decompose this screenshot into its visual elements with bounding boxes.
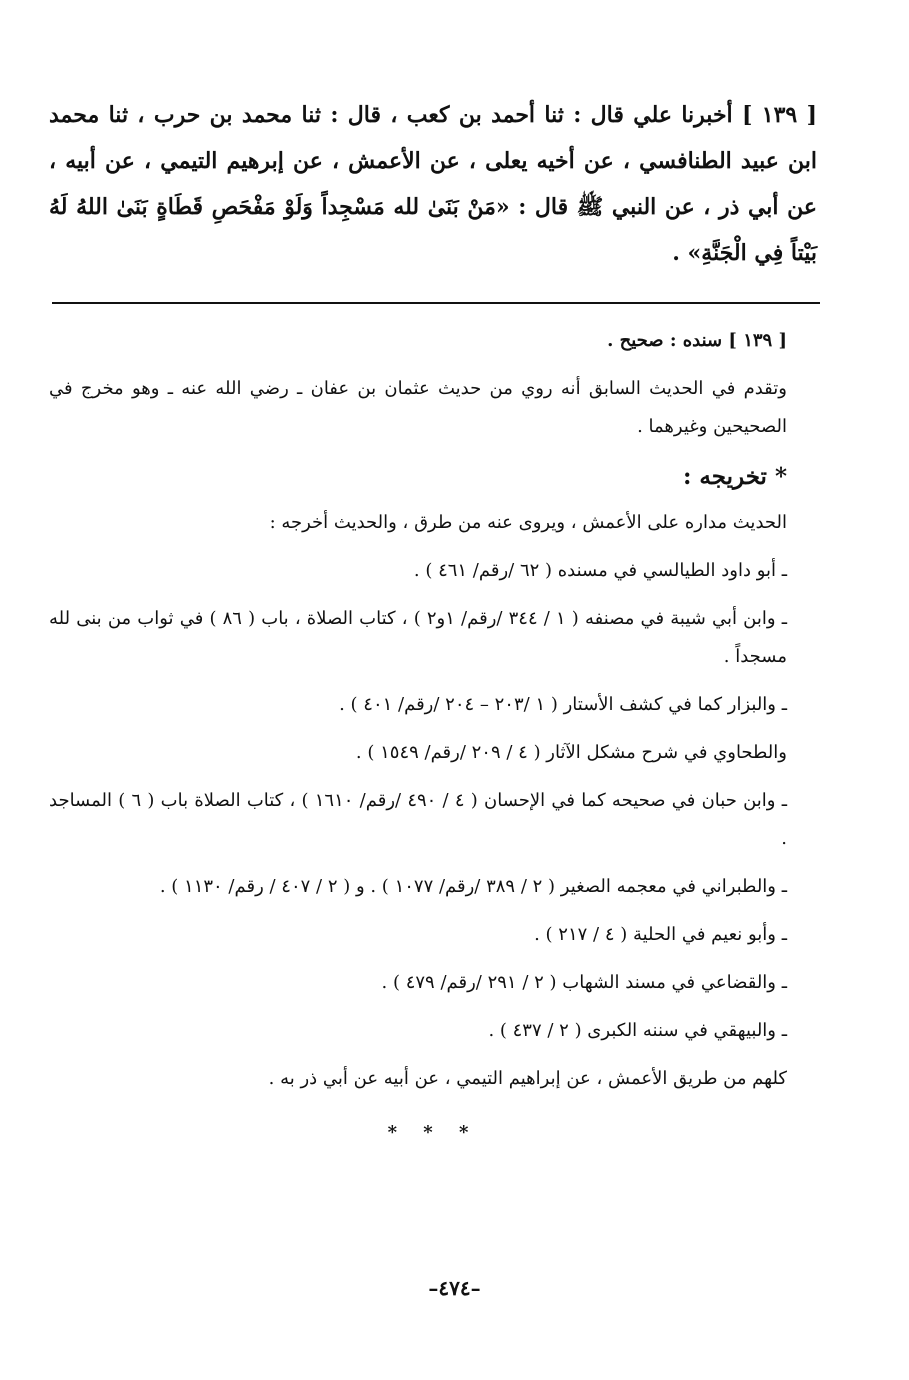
source-item: والطحاوي في شرح مشكل الآثار ( ٤ / ٢٠٩ /رقم/ ١٥٤٩ ) . [355, 742, 787, 763]
takhrij-intro: الحديث مداره على الأعمش ، ويروى عنه من طرق ، والحديث أخرجه : [269, 512, 787, 533]
conclusion-note: كلهم من طريق الأعمش ، عن إبراهيم التيمي ، عن أبيه عن أبي ذر به . [268, 1068, 787, 1089]
source-item: ـ أبو داود الطيالسي في مسنده ( ٦٢ /رقم/ ٤٦١ ) . [413, 560, 787, 581]
footnotes [49, 322, 817, 1152]
page-number: –٤٧٤– [428, 1276, 481, 1300]
isnad-note: [ ١٣٩ ] سنده : صحيح . [607, 330, 787, 351]
hadith-paragraph: [ ١٣٩ ] أخبرنا علي قال : ثنا أحمد بن كعب ، قال : ثنا محمد بن حرب ، ثنا محمد ابن عبيد الطنافسي ، عن أخيه يعلى ، عن الأعمش ، عن إبرهيم التيمي ، عن أبيه ، عن أبي ذر ، عن النبي ﷺ قال : «مَنْ بَنَىٰ لله مَسْجِداً وَلَوْ مَفْحَصِ قَطَاةٍ بَنَىٰ اللهُ لَهُ بَيْتاً فِي الْجَنَّةِ» . [49, 102, 817, 266]
source-item: ـ وأبو نعيم في الحلية ( ٤ / ٢١٧ ) . [534, 924, 787, 945]
source-item: ـ والقضاعي في مسند الشهاب ( ٢ / ٢٩١ /رقم/ ٤٧٩ ) . [381, 972, 787, 993]
takhrij-heading: * تخريجه : [682, 463, 787, 490]
source-item: ـ وابن أبي شيبة في مصنفه ( ١ / ٣٤٤ /رقم/ ١و٢ ) ، كتاب الصلاة ، باب ( ٨٦ ) في ثواب من بنى لله مسجداً . [49, 608, 787, 667]
section-separator-stars: * * * [387, 1122, 479, 1143]
hadith-text [49, 92, 817, 276]
preceding-note: وتقدم في الحديث السابق أنه روي من حديث عثمان بن عفان ـ رضي الله عنه ـ وهو مخرج في الصحيحين وغيرهما . [49, 378, 787, 437]
source-item: ـ والطبراني في معجمه الصغير ( ٢ / ٣٨٩ /رقم/ ١٠٧٧ ) . و ( ٢ / ٤٠٧ / رقم/ ١١٣٠ ) . [159, 876, 787, 897]
source-item: ـ وابن حبان في صحيحه كما في الإحسان ( ٤ / ٤٩٠ /رقم/ ١٦١٠ ) ، كتاب الصلاة باب ( ٦ ) المساجد . [49, 790, 787, 849]
source-item: ـ والبيهقي في سننه الكبرى ( ٢ / ٤٣٧ ) . [488, 1020, 787, 1041]
footnote-divider [52, 302, 820, 304]
source-item: ـ والبزار كما في كشف الأستار ( ١ /٢٠٣ – ٢٠٤ /رقم/ ٤٠١ ) . [339, 694, 787, 715]
